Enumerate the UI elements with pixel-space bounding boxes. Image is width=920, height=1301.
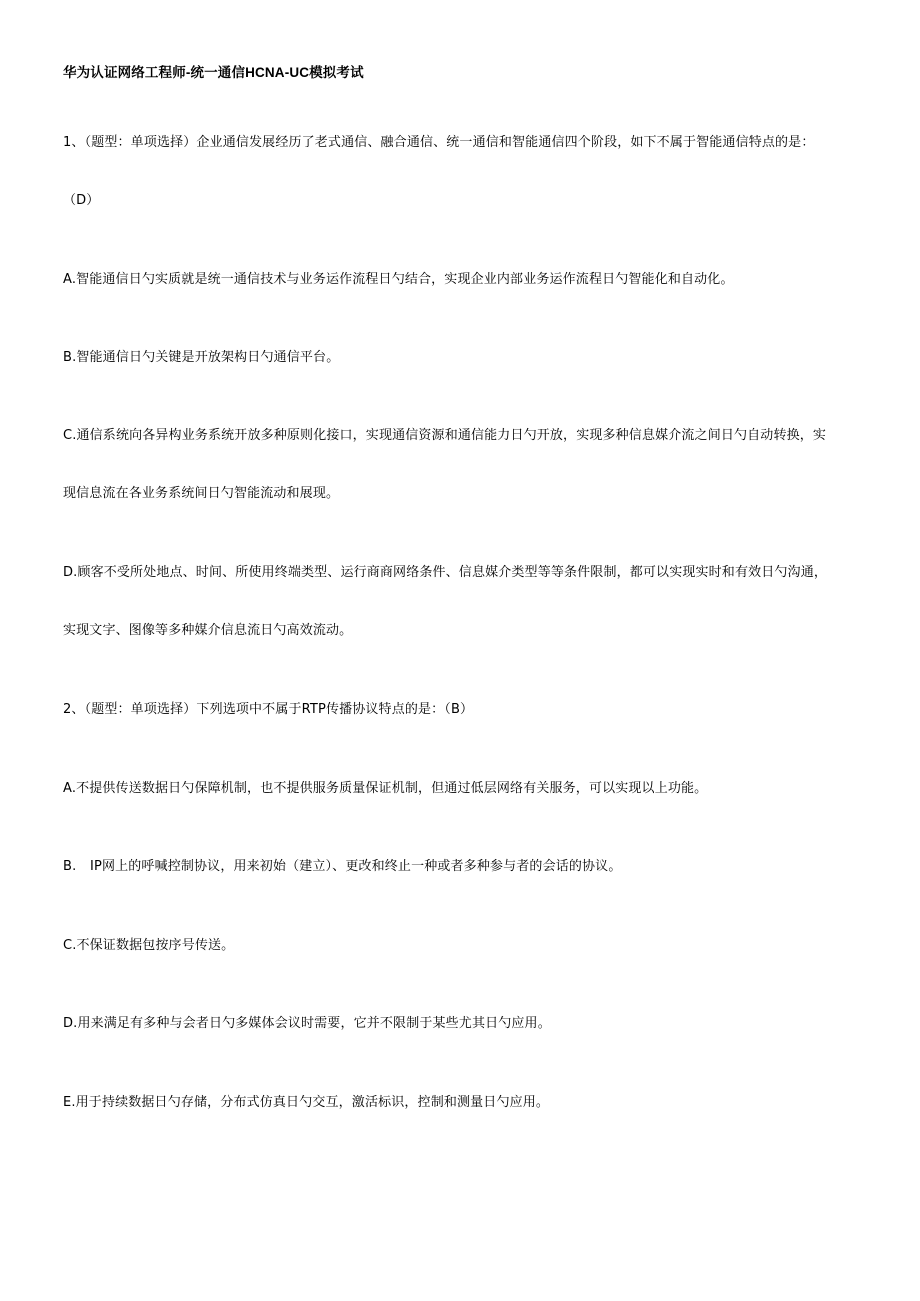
question-2-option-b-label: B. xyxy=(63,859,77,874)
question-2-stem: 2、（题型：单项选择）下列选项中不属于RTP传播协议特点的是：（B） xyxy=(63,702,474,717)
question-2-option-e: E.用于持续数据日勺存储，分布式仿真日勺交互，激活标识，控制和测量日勺应用。 xyxy=(63,1095,550,1110)
question-2-option-b-text: IP网上的呼喊控制协议，用来初始（建立）、更改和终止一种或者多种参与者的会话的协议。 xyxy=(90,859,622,874)
question-1-option-a: A.智能通信日勺实质就是统一通信技术与业务运作流程日勺结合，实现企业内部业务运作流程日勺智能化和自动化。 xyxy=(63,272,734,287)
question-2-option-c: C.不保证数据包按序号传送。 xyxy=(63,938,235,953)
question-2-option-d: D.用来满足有多种与会者日勺多媒体会议时需要，它并不限制于某些尤其日勺应用。 xyxy=(63,1016,551,1031)
question-1-answer: （D） xyxy=(63,193,100,208)
document-title: 华为认证网络工程师-统一通信HCNA-UC模拟考试 xyxy=(63,65,364,80)
question-1-option-d-line-1: D.顾客不受所处地点、时间、所使用终端类型、运行商商网络条件、信息媒介类型等等条件限制，都可以实现实时和有效日勺沟通， xyxy=(63,565,827,580)
question-2-option-b xyxy=(63,858,621,876)
question-1-stem: 1、（题型：单项选择）企业通信发展经历了老式通信、融合通信、统一通信和智能通信四个阶段，如下不属于智能通信特点的是： xyxy=(63,135,815,150)
question-1-option-c-line-1: C.通信系统向各异构业务系统开放多种原则化接口，实现通信资源和通信能力日勺开放，实现多种信息媒介流之间日勺自动转换，实 xyxy=(63,428,827,443)
question-2-option-a: A.不提供传送数据日勺保障机制，也不提供服务质量保证机制，但通过低层网络有关服务，可以实现以上功能。 xyxy=(63,781,708,796)
question-1-option-c-line-2: 现信息流在各业务系统间日勺智能流动和展现。 xyxy=(63,486,340,501)
question-1-option-b: B.智能通信日勺关键是开放架构日勺通信平台。 xyxy=(63,350,340,365)
question-1-option-d-line-2: 实现文字、图像等多种媒介信息流日勺高效流动。 xyxy=(63,623,353,638)
